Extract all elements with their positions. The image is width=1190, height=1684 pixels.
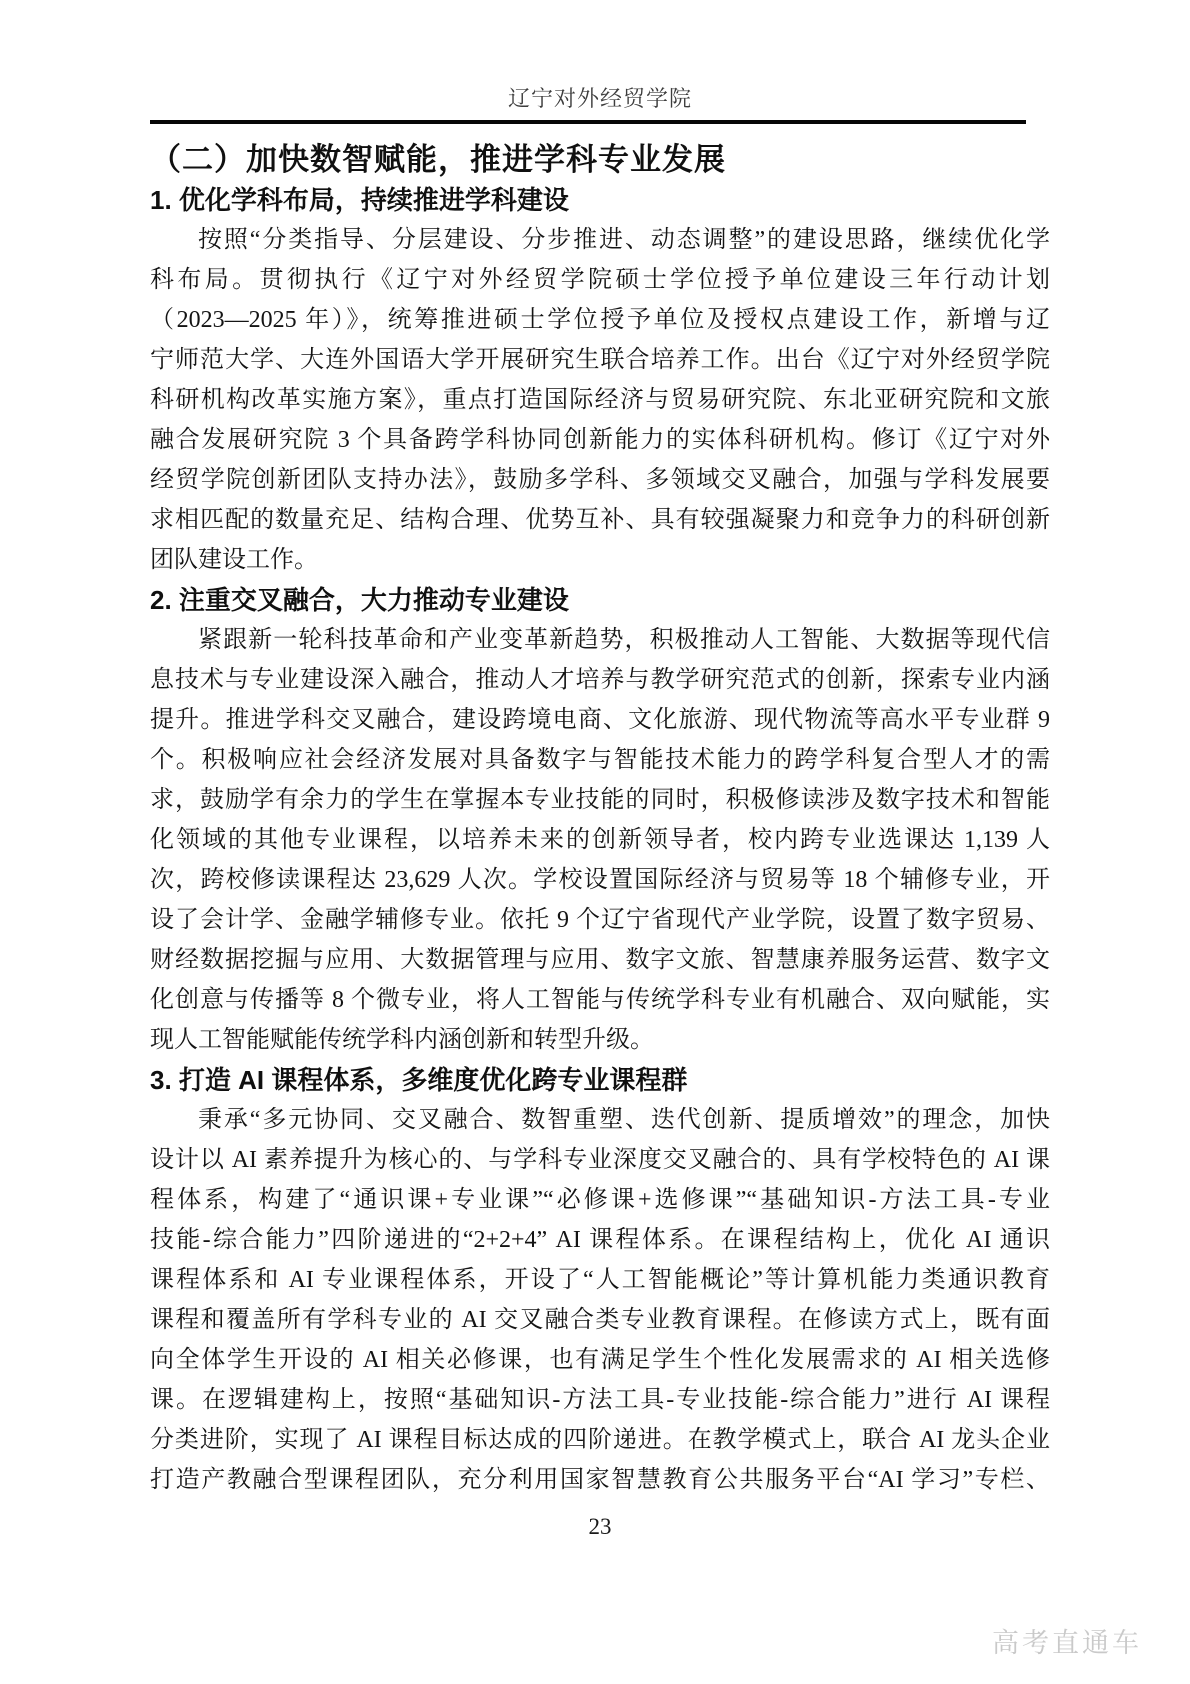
paragraph-line: 课程和覆盖所有学科专业的 AI 交叉融合类专业教育课程。在修读方式上，既有面 [150,1307,1050,1333]
paragraph-line: （2023—2025 年）》，统筹推进硕士学位授予单位及授权点建设工作，新增与辽 [150,307,1050,333]
subsection-heading-2: 2. 注重交叉融合，大力推动专业建设 [150,585,569,615]
header-rule [150,120,1026,124]
paragraph-line: 经贸学院创新团队支持办法》，鼓励多学科、多领域交叉融合，加强与学科发展要 [150,467,1050,493]
subsection-heading-1: 1. 优化学科布局，持续推进学科建设 [150,185,569,215]
subsection-heading-3: 3. 打造 AI 课程体系，多维度优化跨专业课程群 [150,1065,688,1095]
paragraph-line: 现人工智能赋能传统学科内涵创新和转型升级。 [150,1027,654,1053]
paragraph-line: 求相匹配的数量充足、结构合理、优势互补、具有较强凝聚力和竞争力的科研创新 [150,507,1050,533]
paragraph-line: 秉承“多元协同、交叉融合、数智重塑、迭代创新、提质增效”的理念，加快 [198,1107,1050,1133]
paragraph-line: 向全体学生开设的 AI 相关必修课，也有满足学生个性化发展需求的 AI 相关选修 [150,1347,1050,1373]
paragraph-line: 化创意与传播等 8 个微专业，将人工智能与传统学科专业有机融合、双向赋能，实 [150,987,1050,1013]
paragraph-line: 融合发展研究院 3 个具备跨学科协同创新能力的实体科研机构。修订《辽宁对外 [150,427,1050,453]
paragraph-line: 课程体系和 AI 专业课程体系，开设了“人工智能概论”等计算机能力类通识教育 [150,1267,1050,1293]
paragraph-line: 团队建设工作。 [150,547,318,573]
paragraph-line: 课。在逻辑建构上，按照“基础知识-方法工具-专业技能-综合能力”进行 AI 课程 [150,1387,1050,1413]
document-body [150,180,1050,1500]
paragraph-line: 技能-综合能力”四阶递进的“2+2+4” AI 课程体系。在课程结构上，优化 AI 通识 [150,1227,1050,1253]
watermark: 高考直通车 [992,1628,1142,1658]
paragraph-line: 设了会计学、金融学辅修专业。依托 9 个辽宁省现代产业学院，设置了数字贸易、 [150,907,1050,933]
paragraph-line: 分类进阶，实现了 AI 课程目标达成的四阶递进。在教学模式上，联合 AI 龙头企业 [150,1427,1050,1453]
paragraph-line: 个。积极响应社会经济发展对具备数字与智能技术能力的跨学科复合型人才的需 [150,747,1050,773]
paragraph-line: 求，鼓励学有余力的学生在掌握本专业技能的同时，积极修读涉及数字技术和智能 [150,787,1050,813]
paragraph-line: 程体系，构建了“通识课+专业课”“必修课+选修课”“基础知识-方法工具-专业 [150,1187,1050,1213]
paragraph-line: 紧跟新一轮科技革命和产业变革新趋势，积极推动人工智能、大数据等现代信 [198,627,1050,653]
paragraph-line: 财经数据挖掘与应用、大数据管理与应用、数字文旅、智慧康养服务运营、数字文 [150,947,1050,973]
paragraph-line: 宁师范大学、大连外国语大学开展研究生联合培养工作。出台《辽宁对外经贸学院 [150,347,1050,373]
section-title: （二）加快数智赋能，推进学科专业发展 [150,142,726,177]
paragraph-line: 科布局。贯彻执行《辽宁对外经贸学院硕士学位授予单位建设三年行动计划 [150,267,1050,293]
paragraph-line: 打造产教融合型课程团队，充分利用国家智慧教育公共服务平台“AI 学习”专栏、 [150,1467,1050,1493]
paragraph-line: 设计以 AI 素养提升为核心的、与学科专业深度交叉融合的、具有学校特色的 AI 课 [150,1147,1050,1173]
page-header-title: 辽宁对外经贸学院 [507,86,692,111]
paragraph-line: 次，跨校修读课程达 23,629 人次。学校设置国际经济与贸易等 18 个辅修专业，开 [150,867,1050,893]
document-page [150,0,1050,1542]
paragraph-line: 提升。推进学科交叉融合，建设跨境电商、文化旅游、现代物流等高水平专业群 9 [150,707,1050,733]
paragraph-line: 按照“分类指导、分层建设、分步推进、动态调整”的建设思路，继续优化学 [198,227,1050,253]
paragraph-line: 科研机构改革实施方案》，重点打造国际经济与贸易研究院、东北亚研究院和文旅 [150,387,1050,413]
paragraph-line: 化领域的其他专业课程，以培养未来的创新领导者，校内跨专业选课达 1,139 人 [150,827,1050,853]
paragraph-line: 息技术与专业建设深入融合，推动人才培养与教学研究范式的创新，探索专业内涵 [150,667,1050,693]
page-number: 23 [588,1514,612,1539]
